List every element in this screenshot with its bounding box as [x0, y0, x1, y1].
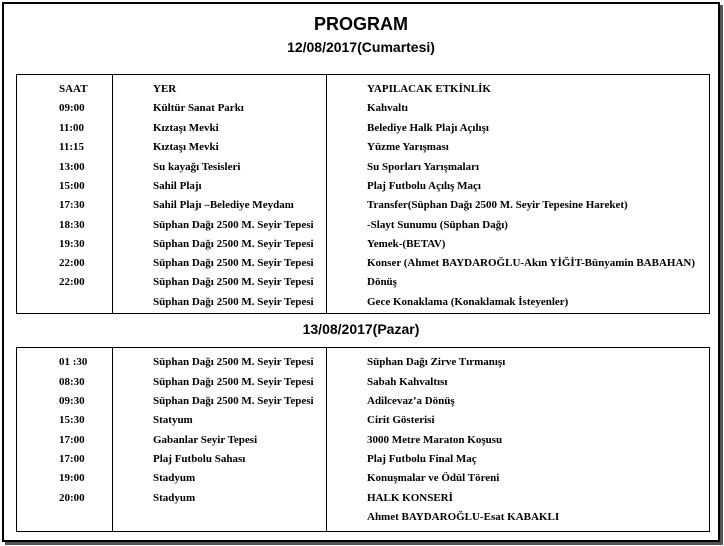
- cell-etkinlik: Dönüş: [367, 276, 397, 288]
- cell-etkinlik: -Slayt Sunumu (Süphan Dağı): [367, 219, 508, 231]
- cell-etkinlik: Transfer(Süphan Dağı 2500 M. Seyir Tepesine Hareket): [367, 199, 628, 211]
- cell-saat: 18:30: [59, 219, 85, 231]
- table-row: [17, 373, 709, 392]
- table-row: [17, 196, 709, 215]
- cell-yer: Süphan Dağı 2500 M. Seyir Tepesi: [153, 257, 314, 269]
- program-page: [2, 2, 720, 542]
- table-row: [17, 469, 709, 488]
- cell-saat: 11:00: [59, 122, 85, 134]
- cell-saat: 08:30: [59, 376, 85, 388]
- cell-etkinlik: Plaj Futbolu Final Maç: [367, 453, 477, 465]
- schedule-table-day2: [16, 347, 710, 532]
- document-title: PROGRAM: [314, 14, 408, 34]
- table-row: [17, 119, 709, 138]
- cell-yer: Sahil Plajı –Belediye Meydanı: [153, 199, 294, 211]
- cell-etkinlik: Sabah Kahvaltısı: [367, 376, 448, 388]
- table-row: [17, 99, 709, 118]
- cell-saat: 19:00: [59, 472, 85, 484]
- schedule-table-day1: [16, 74, 710, 314]
- cell-yer: Süphan Dağı 2500 M. Seyir Tepesi: [153, 356, 314, 368]
- cell-saat: 15:00: [59, 180, 85, 192]
- table-row: [17, 138, 709, 157]
- cell-yer: Kıztaşı Mevki: [153, 122, 219, 134]
- table-row: [17, 235, 709, 254]
- cell-saat: 22:00: [59, 257, 85, 269]
- day1-heading: 12/08/2017(Cumartesi): [287, 39, 435, 55]
- cell-yer: Süphan Dağı 2500 M. Seyir Tepesi: [153, 395, 314, 407]
- table-row: [17, 293, 709, 312]
- cell-etkinlik: Yüzme Yarışması: [367, 141, 449, 153]
- cell-yer: Süphan Dağı 2500 M. Seyir Tepesi: [153, 238, 314, 250]
- cell-etkinlik: Ahmet BAYDAROĞLU-Esat KABAKLI: [367, 511, 560, 523]
- cell-etkinlik: Belediye Halk Plajı Açılışı: [367, 122, 489, 134]
- cell-yer: Stadyum: [153, 472, 196, 484]
- cell-etkinlik: 3000 Metre Maraton Koşusu: [367, 434, 503, 446]
- table-row: [17, 353, 709, 372]
- table-row: [17, 392, 709, 411]
- cell-etkinlik: Kahvaltı: [367, 102, 408, 114]
- header-etkinlik: YAPILACAK ETKİNLİK: [367, 83, 491, 95]
- table-row: [17, 489, 709, 508]
- cell-saat: 17:00: [59, 434, 85, 446]
- table-row: [17, 254, 709, 273]
- table-row: [17, 508, 709, 527]
- cell-yer: Kültür Sanat Parkı: [153, 102, 244, 114]
- cell-yer: Süphan Dağı 2500 M. Seyir Tepesi: [153, 219, 314, 231]
- cell-etkinlik: Cirit Gösterisi: [367, 414, 435, 426]
- cell-saat: 22:00: [59, 276, 85, 288]
- table-row: [17, 450, 709, 469]
- cell-saat: 20:00: [59, 492, 85, 504]
- cell-saat: 13:00: [59, 161, 85, 173]
- day2-heading: 13/08/2017(Pazar): [302, 321, 420, 337]
- cell-saat: 09:30: [59, 395, 85, 407]
- cell-etkinlik: Süphan Dağı Zirve Tırmanışı: [367, 356, 506, 368]
- table-row: [17, 431, 709, 450]
- cell-yer: Süphan Dağı 2500 M. Seyir Tepesi: [153, 276, 314, 288]
- cell-yer: Su kayağı Tesisleri: [153, 161, 241, 173]
- cell-etkinlik: HALK KONSERİ: [367, 492, 453, 504]
- cell-yer: Plaj Futbolu Sahası: [153, 453, 246, 465]
- cell-saat: 15:30: [59, 414, 85, 426]
- cell-saat: 09:00: [59, 102, 85, 114]
- cell-etkinlik: Adilcevaz’a Dönüş: [367, 395, 455, 407]
- cell-yer: Statyum: [153, 414, 193, 426]
- cell-yer: Gabanlar Seyir Tepesi: [153, 434, 258, 446]
- cell-etkinlik: Plaj Futbolu Açılış Maçı: [367, 180, 481, 192]
- cell-yer: Kıztaşı Mevki: [153, 141, 219, 153]
- header-yer: YER: [153, 83, 177, 95]
- cell-yer: Süphan Dağı 2500 M. Seyir Tepesi: [153, 376, 314, 388]
- cell-etkinlik: Konser (Ahmet BAYDAROĞLU-Akın YİĞİT-Bünyamin BABAHAN): [367, 257, 696, 269]
- cell-etkinlik: Konuşmalar ve Ödül Töreni: [367, 472, 500, 484]
- table-row: [17, 216, 709, 235]
- table-row: [17, 158, 709, 177]
- cell-yer: Stadyum: [153, 492, 196, 504]
- cell-saat: 19:30: [59, 238, 85, 250]
- cell-yer: Sahil Plajı: [153, 180, 202, 192]
- cell-etkinlik: Su Sporları Yarışmaları: [367, 161, 480, 173]
- cell-saat: 17:30: [59, 199, 85, 211]
- cell-yer: Süphan Dağı 2500 M. Seyir Tepesi: [153, 296, 314, 308]
- table-header-row: [17, 80, 709, 99]
- cell-etkinlik: Gece Konaklama (Konaklamak İsteyenler): [367, 296, 569, 308]
- cell-saat: 01 :30: [59, 356, 88, 368]
- table-row: [17, 411, 709, 430]
- cell-etkinlik: Yemek-(BETAV): [367, 238, 446, 250]
- table-row: [17, 273, 709, 292]
- table-row: [17, 177, 709, 196]
- cell-saat: 11:15: [59, 141, 85, 153]
- cell-saat: 17:00: [59, 453, 85, 465]
- header-saat: SAAT: [59, 83, 88, 95]
